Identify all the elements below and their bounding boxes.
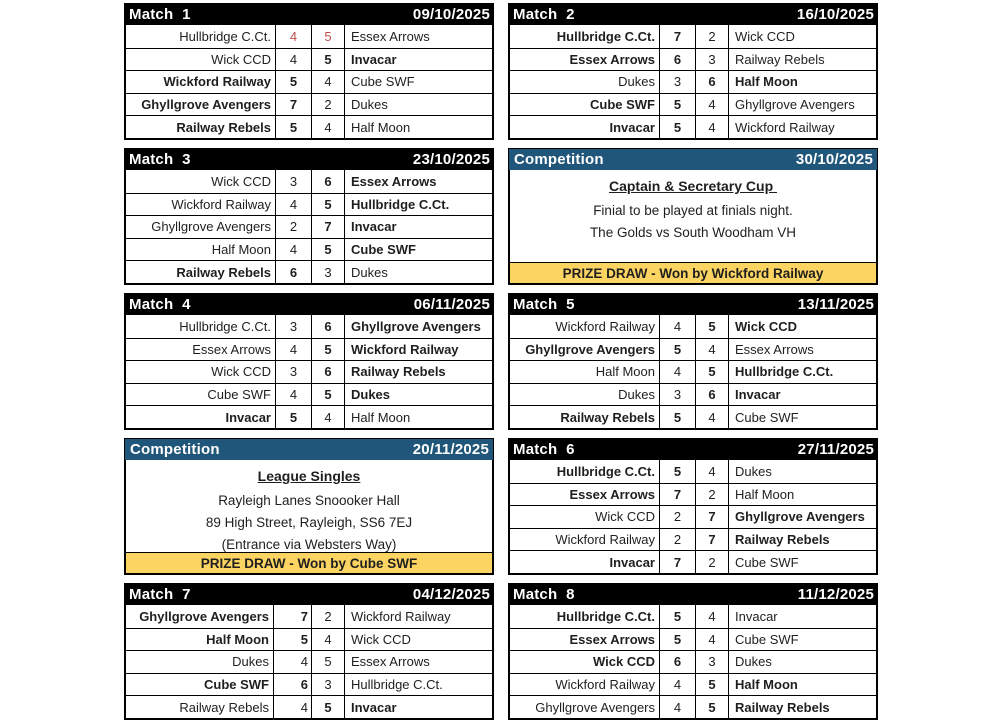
panels-grid xyxy=(124,3,878,720)
home-score: 5 xyxy=(660,605,696,628)
home-team: Ghyllgrove Avengers xyxy=(126,605,274,628)
match-panel xyxy=(124,293,494,430)
away-score: 3 xyxy=(696,651,729,673)
match-row xyxy=(510,405,876,428)
home-team: Dukes xyxy=(510,384,660,406)
match-date: 06/11/2025 xyxy=(413,295,490,313)
match-panel xyxy=(508,3,878,140)
match-row xyxy=(126,215,492,238)
away-team: Dukes xyxy=(351,97,388,113)
match-header xyxy=(508,293,878,315)
home-team: Ghyllgrove Avengers xyxy=(126,94,276,116)
match-panel xyxy=(124,583,494,720)
competition-line: 89 High Street, Rayleigh, SS6 7EJ xyxy=(205,515,413,530)
home-team: Wickford Railway xyxy=(126,71,276,93)
match-panel xyxy=(508,438,878,575)
home-team: Ghyllgrove Avengers xyxy=(126,216,276,238)
competition-heading: League Singles xyxy=(257,468,361,484)
home-score: 5 xyxy=(660,94,696,116)
home-score: 5 xyxy=(660,116,696,138)
match-title: Match 6 xyxy=(513,440,575,458)
home-team: Cube SWF xyxy=(126,384,276,406)
away-team: Cube SWF xyxy=(735,631,799,647)
match-title: Match 2 xyxy=(513,5,575,23)
away-score: 3 xyxy=(312,261,345,283)
away-team: Dukes xyxy=(735,654,772,670)
match-header xyxy=(124,148,494,170)
match-row xyxy=(126,193,492,216)
away-team: Railway Rebels xyxy=(735,532,830,548)
home-team: Ghyllgrove Avengers xyxy=(510,696,660,718)
home-team: Cube SWF xyxy=(126,674,274,696)
home-score: 6 xyxy=(276,261,312,283)
away-team: Wickford Railway xyxy=(351,608,451,624)
away-team: Cube SWF xyxy=(351,74,415,90)
away-team: Hullbridge C.Ct. xyxy=(351,677,443,693)
match-row xyxy=(510,48,876,71)
away-score: 4 xyxy=(696,460,729,483)
match-title: Match 3 xyxy=(129,150,191,168)
away-team: Invacar xyxy=(735,608,778,624)
home-score: 5 xyxy=(276,71,312,93)
match-row xyxy=(510,550,876,573)
match-row xyxy=(510,70,876,93)
competition-line: The Golds vs South Woodham VH xyxy=(589,225,797,240)
away-score: 5 xyxy=(312,194,345,216)
home-score: 7 xyxy=(660,551,696,573)
match-title: Match 4 xyxy=(129,295,191,313)
match-panel xyxy=(508,293,878,430)
home-team: Essex Arrows xyxy=(126,339,276,361)
match-row xyxy=(510,483,876,506)
away-team: Invacar xyxy=(735,387,781,403)
home-score: 4 xyxy=(660,696,696,718)
away-score: 5 xyxy=(696,674,729,696)
away-team: Essex Arrows xyxy=(735,341,814,357)
home-team: Wick CCD xyxy=(510,506,660,528)
home-score: 3 xyxy=(660,71,696,93)
match-rows xyxy=(124,315,494,430)
away-score: 3 xyxy=(312,674,345,696)
match-header xyxy=(124,583,494,605)
home-team: Railway Rebels xyxy=(126,116,276,138)
home-score: 5 xyxy=(660,629,696,651)
home-team: Wick CCD xyxy=(126,49,276,71)
away-team: Wick CCD xyxy=(735,318,798,334)
home-team: Wick CCD xyxy=(126,170,276,193)
away-team: Wick CCD xyxy=(351,631,411,647)
match-panel xyxy=(508,583,878,720)
home-team: Hullbridge C.Ct. xyxy=(510,605,660,628)
home-team: Hullbridge C.Ct. xyxy=(510,460,660,483)
home-team: Wick CCD xyxy=(126,361,276,383)
away-team: Railway Rebels xyxy=(735,699,830,715)
match-title: Match 7 xyxy=(129,585,191,603)
away-score: 4 xyxy=(696,629,729,651)
match-rows xyxy=(124,605,494,720)
home-score: 4 xyxy=(274,651,312,673)
away-score: 4 xyxy=(312,71,345,93)
away-team: Railway Rebels xyxy=(351,364,446,380)
match-rows xyxy=(124,170,494,285)
match-header xyxy=(124,293,494,315)
home-score: 6 xyxy=(274,674,312,696)
away-score: 2 xyxy=(696,484,729,506)
home-score: 6 xyxy=(660,651,696,673)
away-score: 4 xyxy=(696,406,729,428)
away-score: 6 xyxy=(312,170,345,193)
match-date: 23/10/2025 xyxy=(412,150,490,168)
match-title: Match 1 xyxy=(129,5,191,23)
match-row xyxy=(510,605,876,628)
away-score: 7 xyxy=(696,506,729,528)
away-team: Dukes xyxy=(735,463,772,479)
home-team: Wickford Railway xyxy=(510,674,660,696)
home-team: Railway Rebels xyxy=(126,261,276,283)
match-row xyxy=(510,628,876,651)
away-score: 4 xyxy=(312,629,345,651)
match-header xyxy=(508,438,878,460)
away-score: 5 xyxy=(696,696,729,718)
home-team: Railway Rebels xyxy=(510,406,660,428)
match-row xyxy=(126,70,492,93)
home-score: 5 xyxy=(276,116,312,138)
away-team: Half Moon xyxy=(735,677,798,693)
away-score: 2 xyxy=(312,605,345,628)
home-score: 3 xyxy=(660,384,696,406)
home-score: 3 xyxy=(276,315,312,338)
match-row xyxy=(510,315,876,338)
match-row xyxy=(126,25,492,48)
home-team: Wickford Railway xyxy=(510,315,660,338)
home-score: 4 xyxy=(276,49,312,71)
away-score: 5 xyxy=(696,361,729,383)
match-row xyxy=(510,673,876,696)
away-team: Essex Arrows xyxy=(351,173,437,189)
match-row xyxy=(510,115,876,138)
home-score: 4 xyxy=(660,674,696,696)
home-score: 6 xyxy=(660,49,696,71)
match-row xyxy=(126,48,492,71)
home-score: 7 xyxy=(274,605,312,628)
home-score: 5 xyxy=(660,406,696,428)
home-team: Railway Rebels xyxy=(126,696,274,718)
home-score: 5 xyxy=(660,339,696,361)
match-date: 13/11/2025 xyxy=(797,295,874,313)
away-score: 4 xyxy=(696,94,729,116)
home-score: 2 xyxy=(660,506,696,528)
match-row xyxy=(126,673,492,696)
match-rows xyxy=(508,605,878,720)
away-team: Half Moon xyxy=(735,486,795,502)
away-team: Railway Rebels xyxy=(735,51,825,67)
away-score: 4 xyxy=(696,605,729,628)
home-team: Invacar xyxy=(510,551,660,573)
away-team: Hullbridge C.Ct. xyxy=(735,364,834,380)
competition-line: (Entrance via Websters Way) xyxy=(221,537,397,552)
home-score: 7 xyxy=(660,484,696,506)
home-team: Essex Arrows xyxy=(510,49,660,71)
home-score: 2 xyxy=(660,529,696,551)
home-team: Essex Arrows xyxy=(510,629,660,651)
match-row xyxy=(126,405,492,428)
home-score: 5 xyxy=(660,460,696,483)
home-team: Wickford Railway xyxy=(510,529,660,551)
away-score: 5 xyxy=(312,384,345,406)
home-score: 5 xyxy=(274,629,312,651)
match-row xyxy=(126,170,492,193)
home-score: 4 xyxy=(276,384,312,406)
home-team: Hullbridge C.Ct. xyxy=(126,315,276,338)
away-team: Invacar xyxy=(351,219,397,235)
match-row xyxy=(126,238,492,261)
home-team: Hullbridge C.Ct. xyxy=(126,25,276,48)
match-title: Match 8 xyxy=(513,585,575,603)
away-team: Half Moon xyxy=(351,119,411,135)
competition-date: 30/10/2025 xyxy=(795,151,873,168)
match-row xyxy=(126,605,492,628)
match-row xyxy=(510,695,876,718)
competition-heading: Captain & Secretary Cup xyxy=(608,178,778,194)
away-score: 4 xyxy=(312,116,345,138)
away-score: 5 xyxy=(312,25,345,48)
match-rows xyxy=(124,25,494,140)
home-score: 4 xyxy=(276,339,312,361)
match-date: 11/12/2025 xyxy=(797,585,874,603)
away-team: Invacar xyxy=(351,699,397,715)
away-score: 2 xyxy=(696,25,729,48)
match-rows xyxy=(508,25,878,140)
away-team: Cube SWF xyxy=(735,409,799,425)
prize-draw-banner: PRIZE DRAW - Won by Wickford Railway xyxy=(508,262,878,285)
home-score: 4 xyxy=(660,315,696,338)
away-team: Essex Arrows xyxy=(351,28,430,44)
away-score: 7 xyxy=(312,216,345,238)
match-header xyxy=(508,3,878,25)
away-team: Dukes xyxy=(351,387,391,403)
competition-title: Competition xyxy=(514,151,604,168)
away-score: 6 xyxy=(696,384,729,406)
match-row xyxy=(126,628,492,651)
match-row xyxy=(510,360,876,383)
away-team: Wickford Railway xyxy=(735,119,835,135)
home-score: 2 xyxy=(276,216,312,238)
away-score: 6 xyxy=(696,71,729,93)
home-score: 7 xyxy=(276,94,312,116)
home-team: Half Moon xyxy=(510,361,660,383)
match-row xyxy=(126,650,492,673)
match-header xyxy=(508,583,878,605)
match-row xyxy=(126,93,492,116)
competition-panel xyxy=(124,438,494,575)
home-score: 3 xyxy=(276,361,312,383)
match-row xyxy=(510,25,876,48)
match-date: 27/11/2025 xyxy=(797,440,874,458)
away-score: 3 xyxy=(696,49,729,71)
home-team: Hullbridge C.Ct. xyxy=(510,25,660,48)
competition-header xyxy=(508,148,878,170)
home-team: Dukes xyxy=(126,651,274,673)
competition-title: Competition xyxy=(130,441,220,458)
home-team: Wick CCD xyxy=(510,651,660,673)
away-score: 4 xyxy=(696,116,729,138)
match-row xyxy=(126,383,492,406)
match-rows xyxy=(508,315,878,430)
match-row xyxy=(510,338,876,361)
competition-header xyxy=(124,438,494,460)
match-row xyxy=(510,528,876,551)
away-team: Wick CCD xyxy=(735,28,795,44)
away-team: Hullbridge C.Ct. xyxy=(351,196,450,212)
away-team: Cube SWF xyxy=(351,242,416,258)
match-row xyxy=(510,93,876,116)
home-score: 4 xyxy=(660,361,696,383)
away-team: Ghyllgrove Avengers xyxy=(735,509,865,525)
home-score: 5 xyxy=(276,406,312,428)
away-score: 2 xyxy=(312,94,345,116)
home-team: Dukes xyxy=(510,71,660,93)
home-team: Invacar xyxy=(126,406,276,428)
match-rows xyxy=(508,460,878,575)
away-score: 5 xyxy=(312,696,345,718)
away-team: Half Moon xyxy=(735,74,798,90)
home-score: 4 xyxy=(276,25,312,48)
away-team: Cube SWF xyxy=(735,554,799,570)
away-team: Half Moon xyxy=(351,409,411,425)
away-team: Dukes xyxy=(351,264,388,280)
home-team: Cube SWF xyxy=(510,94,660,116)
home-score: 7 xyxy=(660,25,696,48)
away-score: 5 xyxy=(312,239,345,261)
competition-body xyxy=(124,460,494,552)
match-title: Match 5 xyxy=(513,295,575,313)
home-team: Invacar xyxy=(510,116,660,138)
away-score: 5 xyxy=(312,49,345,71)
away-score: 5 xyxy=(312,651,345,673)
match-header xyxy=(124,3,494,25)
match-row xyxy=(126,260,492,283)
match-date: 04/12/2025 xyxy=(412,585,490,603)
competition-line: Rayleigh Lanes Snoooker Hall xyxy=(218,493,400,508)
home-team: Ghyllgrove Avengers xyxy=(510,339,660,361)
match-row xyxy=(126,695,492,718)
away-score: 5 xyxy=(696,315,729,338)
away-score: 2 xyxy=(696,551,729,573)
away-team: Essex Arrows xyxy=(351,654,430,670)
away-team: Wickford Railway xyxy=(351,341,459,357)
match-row xyxy=(126,338,492,361)
competition-date: 20/11/2025 xyxy=(412,441,489,458)
match-row xyxy=(126,115,492,138)
home-score: 4 xyxy=(276,239,312,261)
away-score: 6 xyxy=(312,315,345,338)
away-team: Ghyllgrove Avengers xyxy=(735,97,855,113)
match-row xyxy=(510,383,876,406)
home-team: Half Moon xyxy=(126,239,276,261)
competition-body xyxy=(508,170,878,262)
home-team: Essex Arrows xyxy=(510,484,660,506)
home-score: 4 xyxy=(276,194,312,216)
match-panel xyxy=(124,3,494,140)
match-row xyxy=(510,460,876,483)
home-score: 4 xyxy=(274,696,312,718)
home-team: Half Moon xyxy=(126,629,274,651)
home-team: Wickford Railway xyxy=(126,194,276,216)
home-score: 3 xyxy=(276,170,312,193)
competition-line: Finial to be played at finials night. xyxy=(593,203,793,218)
match-row xyxy=(510,505,876,528)
prize-draw-banner: PRIZE DRAW - Won by Cube SWF xyxy=(124,552,494,575)
away-score: 7 xyxy=(696,529,729,551)
match-panel xyxy=(124,148,494,285)
match-row xyxy=(510,650,876,673)
competition-panel xyxy=(508,148,878,285)
away-team: Ghyllgrove Avengers xyxy=(351,318,481,334)
match-row xyxy=(126,360,492,383)
match-date: 16/10/2025 xyxy=(796,5,874,23)
match-date: 09/10/2025 xyxy=(412,5,490,23)
away-score: 5 xyxy=(312,339,345,361)
away-team: Invacar xyxy=(351,51,397,67)
away-score: 4 xyxy=(696,339,729,361)
match-row xyxy=(126,315,492,338)
away-score: 4 xyxy=(312,406,345,428)
away-score: 6 xyxy=(312,361,345,383)
